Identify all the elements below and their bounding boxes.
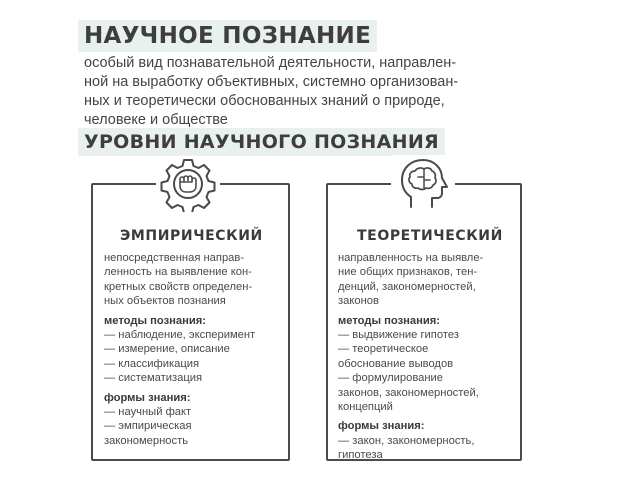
form-item: — закон, закономерность,: [338, 434, 475, 447]
empirical-title: ЭМПИРИЧЕСКИЙ: [120, 228, 263, 244]
form-item: — эмпирическая: [104, 420, 192, 433]
method-item: — классификация: [104, 357, 200, 370]
description-line: ленность на выявление кон-: [104, 266, 252, 279]
forms-heading: формы знания:: [338, 420, 425, 433]
form-item: гипотеза: [338, 449, 383, 462]
method-item: — формулирование: [338, 372, 444, 385]
definition-line: человеке и обществе: [84, 112, 228, 128]
description-line: непосредственная направ-: [104, 252, 245, 264]
methods-heading: методы познания:: [338, 314, 441, 327]
form-item: закономерность: [104, 434, 189, 447]
method-item: — систематизация: [104, 372, 203, 385]
forms-heading: формы знания:: [104, 391, 191, 404]
theoretical-body: [338, 251, 483, 463]
definition-line: ной на выработку объективных, системно организован-: [84, 74, 459, 90]
description-line: ных объектов познания: [104, 295, 226, 308]
method-item: концепций: [338, 401, 393, 414]
definition-text: [84, 54, 544, 130]
description-line: денций, закономерностей,: [338, 280, 476, 293]
description-line: направленность на выявле-: [338, 252, 484, 264]
definition-line: ных и теоретически обоснованных знаний о природе,: [84, 93, 445, 109]
description-line: ние общих признаков, тен-: [338, 266, 478, 279]
theoretical-title: ТЕОРЕТИЧЕСКИЙ: [357, 228, 503, 244]
description-line: кретных свойств определен-: [104, 280, 253, 293]
method-item: — наблюдение, эксперимент: [104, 329, 256, 342]
form-item: — научный факт: [104, 406, 192, 419]
levels-subtitle: УРОВНИ НАУЧНОГО ПОЗНАНИЯ: [78, 128, 445, 156]
head-with-brain-icon: [391, 155, 455, 211]
method-item: — выдвижение гипотез: [338, 329, 459, 342]
description-line: законов: [338, 295, 379, 308]
gear-with-fist-icon: [156, 156, 220, 212]
method-item: законов, закономерностей,: [338, 386, 479, 399]
methods-heading: методы познания:: [104, 314, 207, 327]
method-item: — теоретическое: [338, 343, 429, 356]
definition-line: особый вид познавательной деятельности, направлен-: [84, 55, 457, 71]
page-title: НАУЧНОЕ ПОЗНАНИЕ: [78, 20, 377, 52]
empirical-body: [104, 251, 255, 448]
method-item: — измерение, описание: [104, 343, 230, 356]
method-item: обоснование выводов: [338, 357, 454, 370]
